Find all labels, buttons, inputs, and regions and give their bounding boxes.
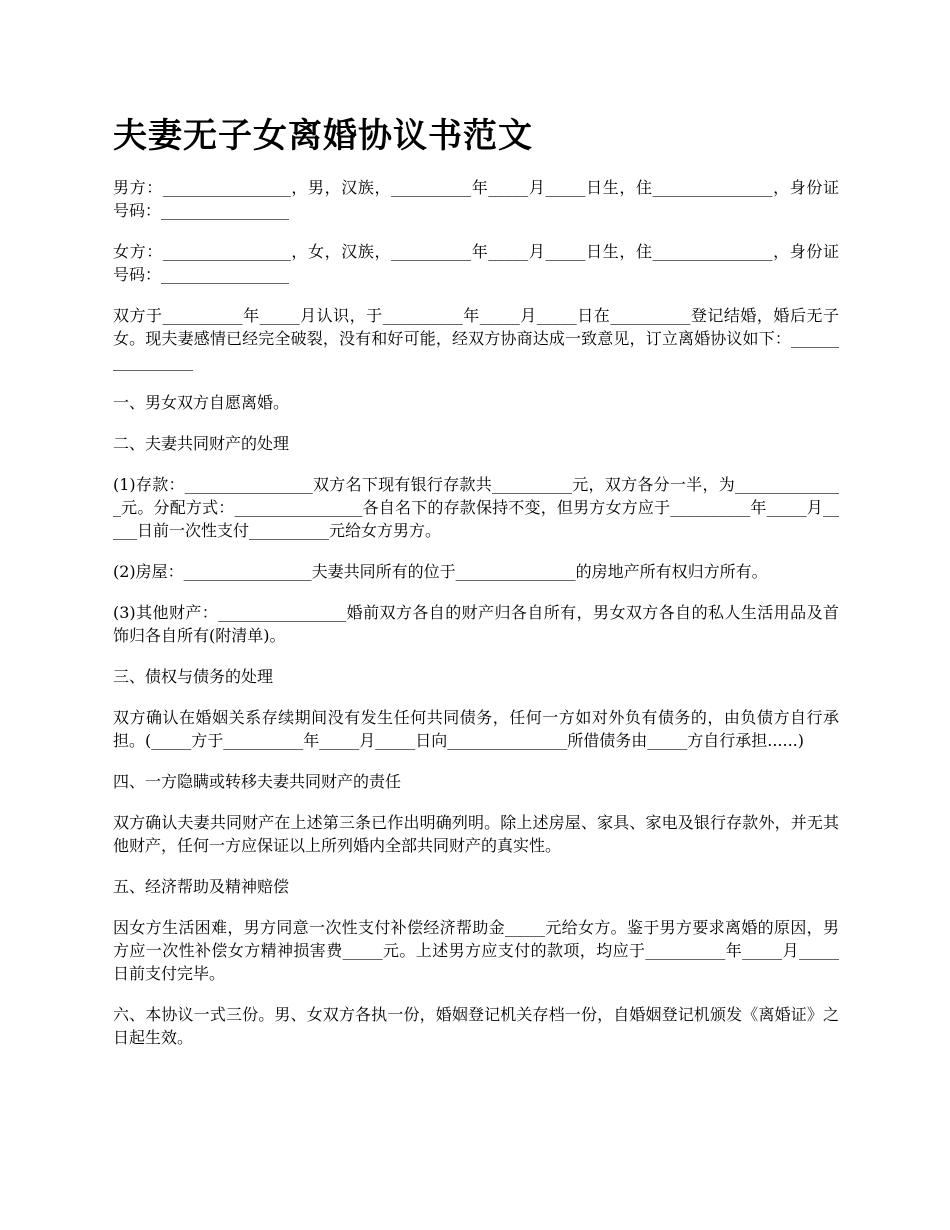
section-heading-5: 五、经济帮助及精神赔偿 [113, 877, 290, 896]
paragraph-male-party: 男方：________________，男，汉族，__________年_____月_____日生，住_______________，身份证号码：________________ [113, 178, 839, 220]
paragraph-compensation: 因女方生活困难，男方同意一次性支付补偿经济帮助金_____元给女方。鉴于男方要求离婚的原因，男方应一次性补偿女方精神损害费_____元。上述男方应支付的款项，均应于__________年_____月_____日前支付完毕。 [113, 918, 839, 983]
paragraph-female-party: 女方：________________，女，汉族，__________年_____月_____日生，住_______________，身份证号码：________________ [113, 242, 839, 284]
document-title: 夫妻无子女离婚协议书范文 [113, 116, 533, 156]
paragraph-debts: 双方确认在婚姻关系存续期间没有发生任何共同债务，任何一方如对外负有债务的，由负债方自行承担。(_____方于__________年_____月_____日向_______________所借债务由_____方自行承担......) [113, 708, 839, 750]
section-heading-4: 四、一方隐瞒或转移夫妻共同财产的责任 [113, 772, 402, 791]
section-heading-2: 二、夫妻共同财产的处理 [113, 434, 290, 453]
paragraph-property-truth: 双方确认夫妻共同财产在上述第三条已作出明确列明。除上述房屋、家具、家电及银行存款外，并无其他财产，任何一方应保证以上所列婚内全部共同财产的真实性。 [113, 813, 839, 855]
paragraph-copies: 六、本协议一式三份。男、女双方各执一份，婚姻登记机关存档一份，自婚姻登记机颁发《离婚证》之日起生效。 [113, 1005, 839, 1047]
paragraph-other-property: (3)其他财产：________________婚前双方各自的财产归各自所有，男女双方各自的私人生活用品及首饰归各自所有(附清单)。 [113, 603, 839, 645]
section-heading-1: 一、男女双方自愿离婚。 [113, 393, 290, 412]
paragraph-background: 双方于__________年_____月认识，于__________年_____月_____日在__________登记结婚，婚后无子女。现夫妻感情已经完全破裂，没有和好可能，经双方协商达成一致意见，订立离婚协议如下：________________ [113, 306, 839, 371]
paragraph-deposits: (1)存款：________________双方名下现有银行存款共__________元，双方各分一半，为______________元。分配方式：________________各自名下的存款保持不变，但男方女方应于__________年_____月_____日前一次性支付__________元给女方男方。 [113, 475, 839, 540]
paragraph-house: (2)房屋：________________夫妻共同所有的位于_______________的房地产所有权归方所有。 [113, 562, 768, 581]
section-heading-3: 三、债权与债务的处理 [113, 667, 274, 686]
document-page [113, 112, 839, 1067]
